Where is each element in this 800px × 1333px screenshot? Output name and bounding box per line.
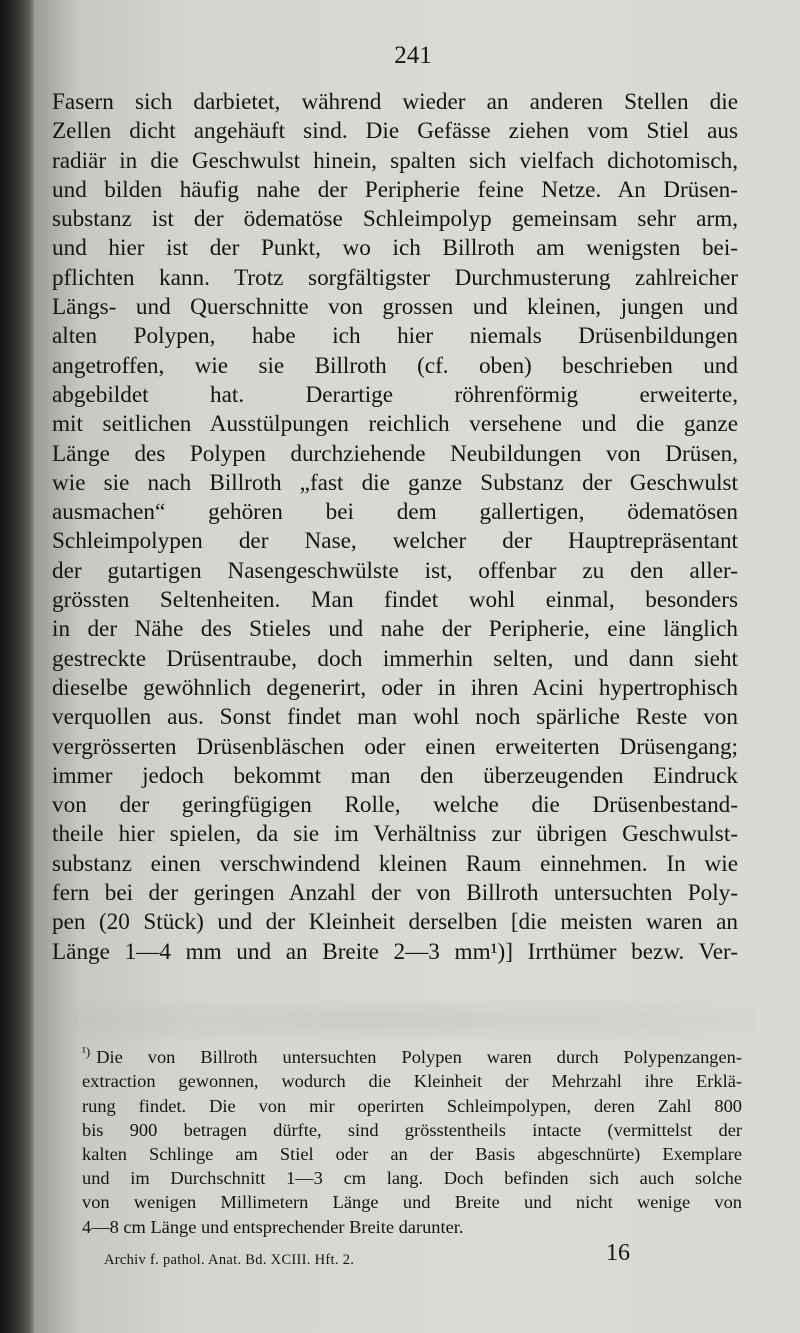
body-line: angetroffen, wie sie Billroth (cf. oben) beschrieben und	[52, 352, 738, 379]
body-line: pen (20 Stück) und der Kleinheit derselben [die meisten waren an	[52, 909, 738, 936]
body-line: Schleimpolypen der Nase, welcher der Hauptrepräsentant	[52, 528, 738, 555]
body-line: Fasern sich darbietet, während wieder an anderen Stellen die	[52, 89, 738, 115]
body-line: pflichten kann. Trotz sorgfältigster Durchmusterung zahlreicher	[52, 264, 738, 291]
body-line: substanz einen verschwindend kleinen Raum einnehmen. In wie	[52, 850, 738, 877]
body-line: wie sie nach Billroth „fast die ganze Substanz der Geschwulst	[52, 469, 738, 496]
body-line: Länge 1—4 mm und an Breite 2—3 mm¹)] Irrthümer bezw. Ver-	[52, 938, 738, 965]
body-line: von der geringfügigen Rolle, welche die Drüsenbestand-	[52, 792, 738, 819]
body-line: fern bei der geringen Anzahl der von Billroth untersuchten Poly-	[52, 880, 738, 907]
body-line: Längs- und Querschnitte von grossen und kleinen, jungen und	[52, 294, 738, 321]
footnote-line: rung findet. Die von mir operirten Schleimpolypen, deren Zahl 800	[82, 1095, 742, 1116]
book-gutter	[0, 0, 34, 1333]
body-line: immer jedoch bekommt man den überzeugenden Eindruck	[52, 762, 738, 789]
body-line: Zellen dicht angehäuft sind. Die Gefässe ziehen vom Stiel aus	[52, 118, 738, 145]
footnote-line: 4—8 cm Länge und entsprechender Breite darunter.	[82, 1216, 464, 1237]
body-line: dieselbe gewöhnlich degenerirt, oder in ihren Acini hypertrophisch	[52, 674, 738, 701]
footnote-line	[82, 1040, 742, 1069]
page-footer	[52, 1240, 752, 1270]
body-line: mit seitlichen Ausstülpungen reichlich versehene und die ganze	[52, 411, 738, 438]
show-through-shadow	[74, 1000, 754, 1040]
body-line: und bilden häufig nahe der Peripherie feine Netze. An Drüsen-	[52, 176, 738, 203]
body-line: Länge des Polypen durchziehende Neubildungen von Drüsen,	[52, 440, 738, 467]
footnote-line: extraction gewonnen, wodurch die Kleinheit der Mehrzahl ihre Erklä-	[82, 1071, 742, 1092]
body-line: verquollen aus. Sonst findet man wohl noch spärliche Reste von	[52, 704, 738, 731]
footnote-line: und im Durchschnitt 1—3 cm lang. Doch befinden sich auch solche	[82, 1168, 742, 1189]
body-line: alten Polypen, habe ich hier niemals Drüsenbildungen	[52, 323, 738, 350]
body-line: in der Nähe des Stieles und nahe der Peripherie, eine länglich	[52, 616, 738, 643]
page-number: 241	[394, 42, 432, 69]
footnote-marker: ¹)	[82, 1044, 91, 1059]
journal-reference: Archiv f. pathol. Anat. Bd. XCIII. Hft. 2.	[104, 1252, 355, 1268]
body-line: theile hier spielen, da sie im Verhältniss zur übrigen Geschwulst-	[52, 821, 738, 848]
body-line: grössten Seltenheiten. Man findet wohl einmal, besonders	[52, 587, 738, 614]
footnote-line-text: Die von Billroth untersuchten Polypen waren durch Polypenzangen-	[96, 1047, 742, 1068]
body-line: gestreckte Drüsentraube, doch immerhin selten, und dann sieht	[52, 645, 738, 672]
body-line: vergrösserten Drüsenbläschen oder einen erweiterten Drüsengang;	[52, 733, 738, 760]
footnote-line: bis 900 betragen dürfte, sind grösstentheils intacte (vermittelst der	[82, 1119, 742, 1140]
body-text	[52, 88, 738, 967]
body-line: radiär in die Geschwulst hinein, spalten sich vielfach dichotomisch,	[52, 147, 738, 174]
footnote	[82, 1040, 742, 1239]
footnote-line: von wenigen Millimetern Länge und Breite und nicht wenige von	[82, 1192, 742, 1213]
body-line: abgebildet hat. Derartige röhrenförmig erweiterte,	[52, 381, 738, 408]
body-line: substanz ist der ödematöse Schleimpolyp gemeinsam sehr arm,	[52, 206, 738, 233]
body-line: und hier ist der Punkt, wo ich Billroth am wenigsten bei-	[52, 235, 738, 262]
body-line: der gutartigen Nasengeschwülste ist, offenbar zu den aller-	[52, 557, 738, 584]
signature-mark: 16	[606, 1240, 630, 1266]
body-line: ausmachen“ gehören bei dem gallertigen, ödematösen	[52, 499, 738, 526]
book-page	[34, 0, 800, 1333]
footnote-line: kalten Schlinge am Stiel oder an der Basis abgeschnürte) Exemplare	[82, 1143, 742, 1164]
